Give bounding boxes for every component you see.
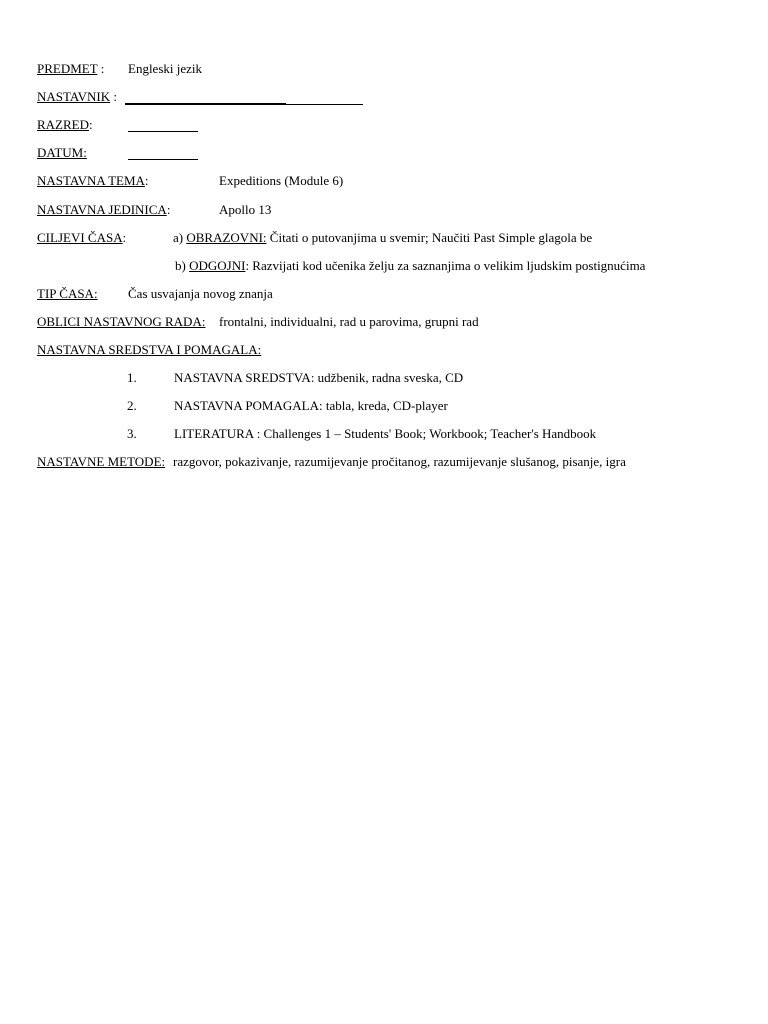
ciljevi-a-line (173, 230, 592, 246)
row-nastavna-jedinica (37, 202, 170, 218)
tip-casa-label: TIP ČASA: (37, 286, 98, 301)
ciljevi-b-label: ODGOJNI (189, 258, 246, 273)
predmet-value: Engleski jezik (128, 61, 203, 76)
nastavna-tema-colon: : (144, 173, 149, 188)
sredstva-item-2-text: NASTAVNA POMAGALA: tabla, kreda, CD-player (174, 398, 448, 413)
datum-label: DATUM: (37, 145, 87, 160)
sredstva-item-1-num: 1. (127, 370, 137, 385)
row-datum (37, 145, 87, 161)
nastavna-tema-value: Expeditions (Module 6) (219, 173, 344, 188)
row-razred (37, 117, 93, 133)
tip-casa-value: Čas usvajanja novog znanja (128, 286, 273, 301)
ciljevi-label: CILJEVI ČASA (37, 230, 123, 245)
ciljevi-a-text: Čitati o putovanjima u svemir; Naučiti Past Simple glagola be (266, 230, 593, 245)
row-nastavna-tema (37, 173, 149, 189)
ciljevi-b-line (175, 258, 645, 274)
razred-blank (128, 119, 198, 136)
nastavna-jedinica-colon: : (166, 202, 171, 217)
sredstva-item-3-num: 3. (127, 426, 137, 441)
row-ciljevi (37, 230, 126, 246)
nastavnik-blank-line-2 (286, 92, 363, 105)
nastavna-jedinica-label: NASTAVNA JEDINICA (37, 202, 167, 217)
razred-label: RAZRED (37, 117, 89, 132)
ciljevi-a-prefix: a) (173, 230, 187, 245)
nastavnik-label: NASTAVNIK (37, 89, 111, 104)
row-tip-casa (37, 286, 98, 302)
sredstva-label: NASTAVNA SREDSTVA I POMAGALA: (37, 342, 262, 357)
ciljevi-b-prefix: b) (175, 258, 190, 273)
predmet-label: PREDMET (37, 61, 98, 76)
sredstva-item-2-num: 2. (127, 398, 137, 413)
metode-label: NASTAVNE METODE: (37, 454, 166, 469)
predmet-colon: : (97, 61, 105, 76)
row-predmet (37, 61, 104, 77)
nastavnik-blank (125, 91, 363, 109)
row-nastavnik (37, 89, 117, 105)
nastavnik-blank-line-1 (125, 91, 286, 105)
ciljevi-colon: : (122, 230, 127, 245)
razred-blank-line (128, 119, 198, 132)
sredstva-item-3-text: LITERATURA : Challenges 1 – Students' Book; Workbook; Teacher's Handbook (174, 426, 597, 441)
oblici-label: OBLICI NASTAVNOG RADA: (37, 314, 206, 329)
ciljevi-b-text: : Razvijati kod učenika želju za saznanjima o velikim ljudskim postignućima (245, 258, 646, 273)
nastavna-jedinica-value: Apollo 13 (219, 202, 272, 217)
metode-value: razgovor, pokazivanje, razumijevanje pročitanog, razumijevanje slušanog, pisanje, igra (173, 454, 626, 469)
nastavnik-colon: : (110, 89, 117, 104)
datum-blank (128, 147, 198, 164)
sredstva-item-1-text: NASTAVNA SREDSTVA: udžbenik, radna sveska, CD (174, 370, 464, 385)
row-metode (37, 454, 165, 470)
razred-colon: : (89, 117, 93, 132)
row-sredstva (37, 342, 261, 358)
nastavna-tema-label: NASTAVNA TEMA (37, 173, 145, 188)
ciljevi-a-label: OBRAZOVNI: (186, 230, 267, 245)
row-oblici (37, 314, 205, 330)
oblici-value: frontalni, individualni, rad u parovima, grupni rad (219, 314, 479, 329)
datum-blank-line (128, 147, 198, 160)
